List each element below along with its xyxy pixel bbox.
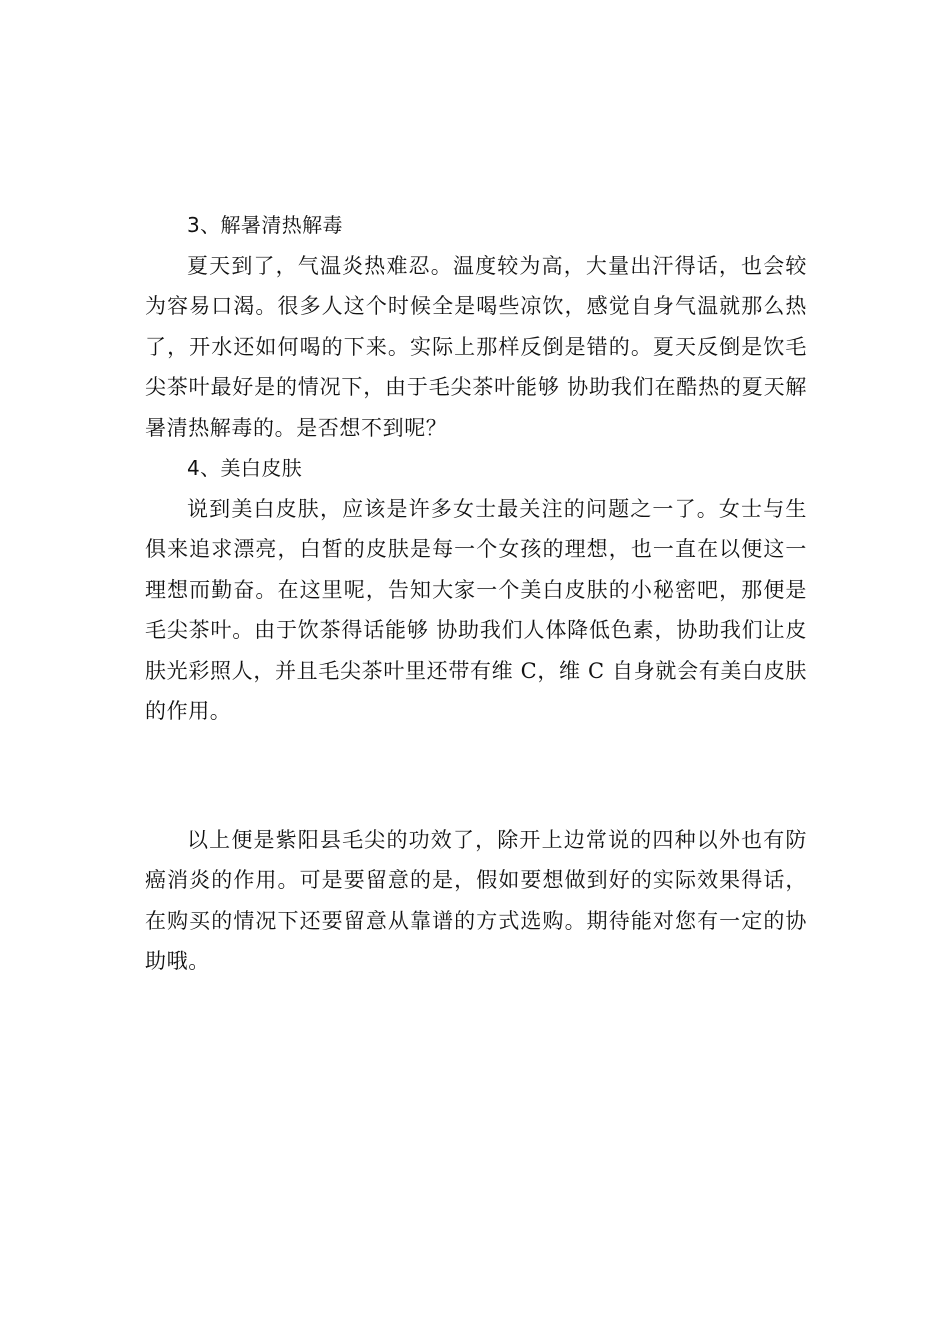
document-body (145, 205, 807, 982)
conclusion-paragraph: 以上便是紫阳县毛尖的功效了，除开上边常说的四种以外也有防癌消炎的作用。可是要留意的是，假如要想做到好的实际效果得话，在购买的情况下还要留意从靠谱的方式选购。期待能对您有一定的协助哦。 (145, 827, 807, 973)
section-heading-3: 3、解暑清热解毒 (187, 213, 343, 237)
section-paragraph-3: 夏天到了，气温炎热难忍。温度较为高，大量出汗得话，也会较为容易口渴。很多人这个时候全是喝些凉饮，感觉自身气温就那么热了，开水还如何喝的下来。实际上那样反倒是错的。夏天反倒是饮毛尖茶叶最好是的情况下，由于毛尖茶叶能够 协助我们在酷热的夏天解暑清热解毒的。是否想不到呢？ (145, 253, 807, 440)
section-paragraph-4: 说到美白皮肤，应该是许多女士最关注的问题之一了。女士与生俱来追求漂亮，白皙的皮肤是每一个女孩的理想，也一直在以便这一理想而勤奋。在这里呢，告知大家一个美白皮肤的小秘密吧，那便是毛尖茶叶。由于饮茶得话能够 协助我们人体降低色素，协助我们让皮肤光彩照人，并且毛尖茶叶里还带有维 C，维 C 自身就会有美白皮肤的作用。 (145, 496, 807, 723)
section-heading-4: 4、美白皮肤 (187, 456, 303, 480)
section-spacer (145, 732, 807, 820)
